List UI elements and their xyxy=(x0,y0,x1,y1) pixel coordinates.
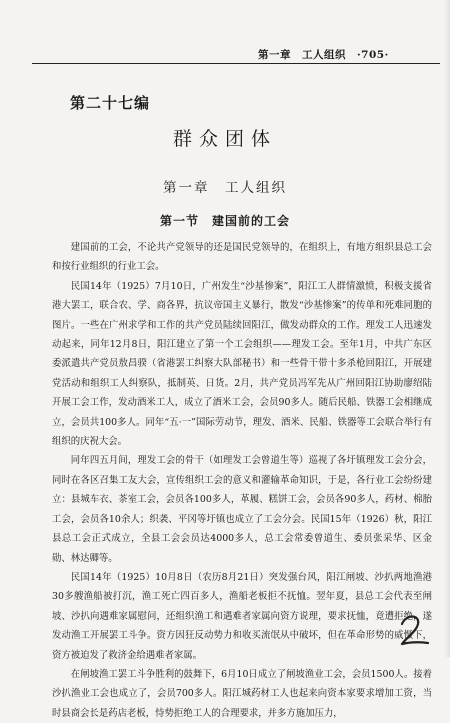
paragraph: 民国14年（1925）7月10日，广州发生“沙基惨案”，阳江工人群情激愤，积极支援省港大罢工，联合农、学、商各界，抗议帝国主义暴行，散发“沙基惨案”的传单和死难同胞的图片。一些在广州求学和工作的共产党员陆续回阳江，做发动群众的工作。理发工人迅速发动起来，同年12月8日，阳江建立了第一个工会组织——理发工会。至年1月，中共广东区委派遣共产党员敖昌骙（省港罢工纠察大队部秘书）和一些骨干带十多杀枪回阳江，开展建党活动和组织工人纠察队，抵制英、日货。2月，共产党员冯军先从广州回阳江协助廖绍陆开展工会工作，发动酒米工人，成立了酒米工会，会员90多人。随后民船、铁器工会相继成立，会员共100多人。同年“五·一”国际劳动节，理发、酒米、民船、铁器等工会联合举行有组织的庆祝大会。 xyxy=(52,280,432,448)
part-name: 群众团体 xyxy=(172,128,277,150)
chapter-title: 第一章 工人组织 xyxy=(163,180,287,196)
handwritten-mark xyxy=(394,610,434,650)
section-title: 第一节 建国前的工会 xyxy=(159,214,290,228)
scan-shadow xyxy=(444,0,450,657)
paragraph: 同年四五月间，理发工会的骨干（如理发工会曾道生等）巡视了各圩镇理发工会分会，同时在各区召集工友大会，宣传组织工会的意义和灌输革命知识，于是，各行业工会纷纷建立：县城车衣、茶室工会，会员各100多人，革履、糕饼工会，会员各90多人，药材、棉胎工会，会员各10余人；织袭、平冈等圩镇也成立了工会分会。民国15年（1926）秋，阳江县总工会正式成立，全县工会会员达4000多人，总工会常委曾道生、委员张采华、区金勋、林达卿等。 xyxy=(52,455,432,564)
running-header: 第一章 工人组织 ·705· xyxy=(258,49,389,61)
paragraph: 建国前的工会，不论共产党领导的还是国民党领导的，在组织上，有地方组织县总工会和按行业组织的行业工会。 xyxy=(52,242,432,273)
header-divider xyxy=(32,63,440,64)
paragraph: 在闸坡渔工罢工斗争胜利的鼓舞下，6月10日成立了闸坡渔业工会，会员1500人。接着沙扒渔业工会也成立了，会员700多人。阳江城药材工人也起来向资本家要求增加工资，当时县商会长是药店老板，恃势拒绝工人的合理要求，并多方施加压力， xyxy=(52,668,432,719)
part-title: 第二十七编 xyxy=(70,94,151,112)
body-text xyxy=(52,238,432,723)
paragraph: 民国14年（1925）10月8日（农历8月21日）突发强台风，阳江闸坡、沙扒两地渔港30多艘渔船被打沉，渔工死亡四百多人，渔船老板拒不抚恤。翌年夏，县总工会代表至闸坡、沙扒向遇难家属慰问，还组织渔工和遇难者家属向资方说理，要求抚恤，竟遭拒绝，遂发动渔工开展罢工斗争。资方因狂反动势力和收买流氓从中破坏，但在革命形势的威慑下，资方被迫发了救济金给遇难者家属。 xyxy=(52,571,432,661)
